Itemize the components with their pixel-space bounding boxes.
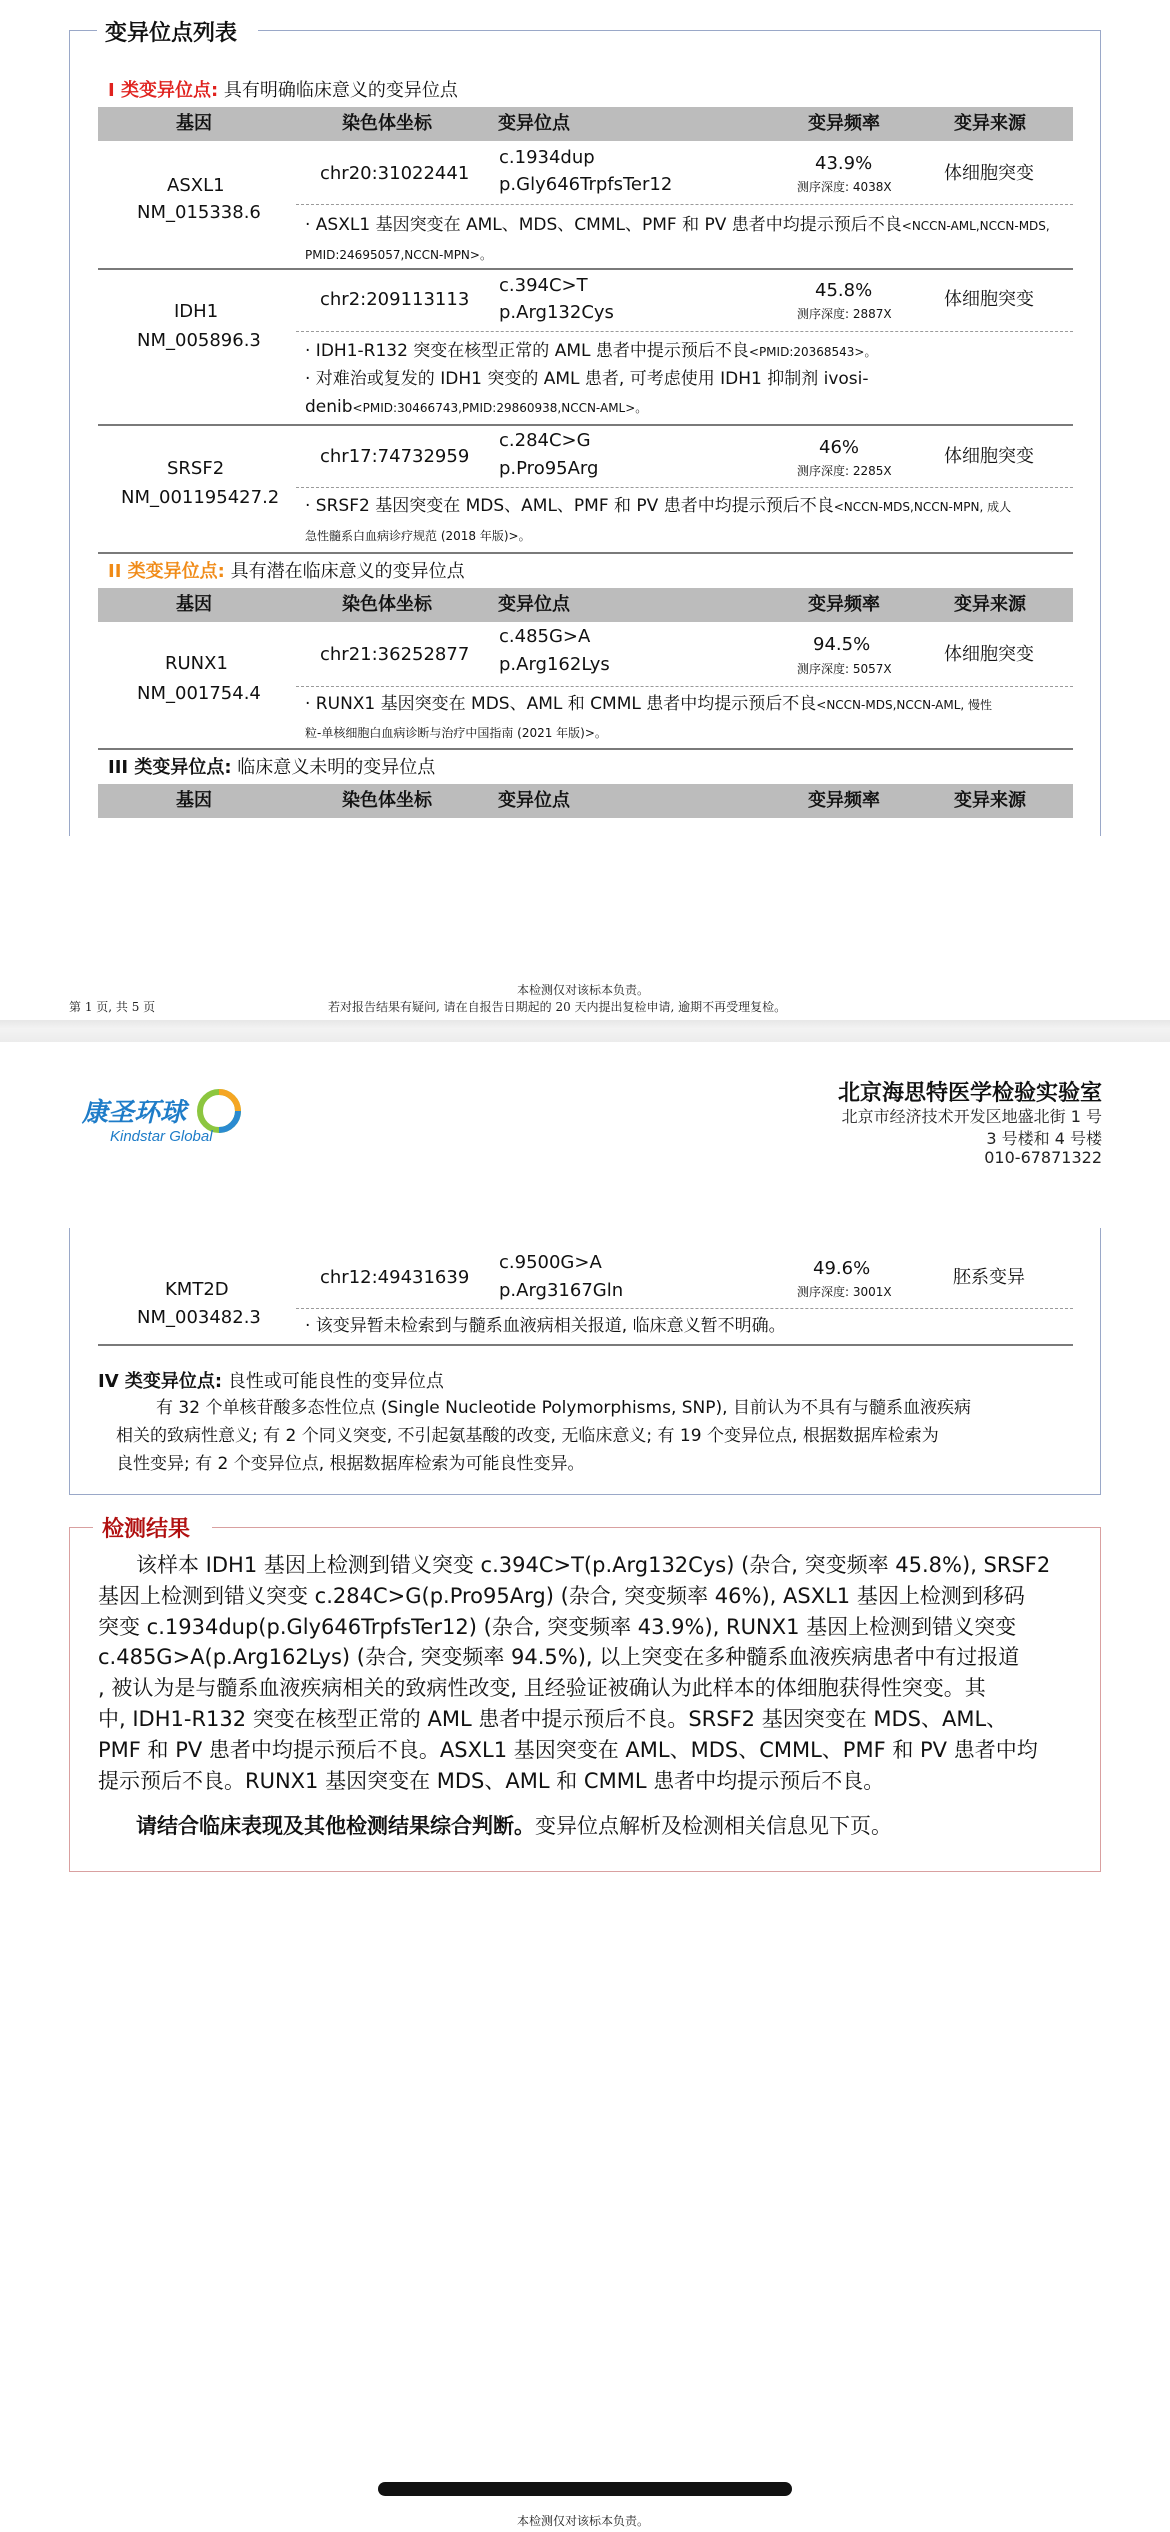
header-chrom: 染色体坐标 — [342, 790, 432, 811]
result-line: 中, IDH1-R132 突变在核型正常的 AML 患者中提示预后不良。SRSF2 基因突变在 MDS、AML、 — [98, 1707, 1008, 1731]
note-text: · SRSF2 基因突变在 MDS、AML、PMF 和 PV 患者中均提示预后不良 — [305, 496, 834, 516]
note-text: denib — [305, 397, 353, 417]
variant-source: 体细胞突变 — [944, 644, 1034, 665]
idh1-note-3 — [305, 393, 647, 422]
footer-disclaimer: 本检测仅对该标本负责。 — [517, 983, 650, 997]
header-site: 变异位点 — [498, 790, 570, 811]
footer-recheck: 若对报告结果有疑问, 请在自报告日期起的 20 天内提出复检申请, 逾期不再受理复检。 — [328, 1000, 787, 1014]
header-site: 变异位点 — [498, 113, 570, 134]
result-line: 该样本 IDH1 基因上检测到错义突变 c.394C>T(p.Arg132Cys) (杂合, 突变频率 45.8%), SRSF2 — [136, 1553, 1051, 1577]
table-header — [98, 107, 1073, 141]
lab-address-2: 3 号楼和 4 号楼 — [986, 1129, 1102, 1148]
frame-top-line — [69, 30, 99, 31]
result-conclusion — [136, 1811, 892, 1842]
note-ref: PMID:24695057,NCCN-MPN>。 — [305, 248, 492, 262]
cdna-change: c.284C>G — [499, 430, 591, 451]
seq-depth: 测序深度: 4038X — [797, 180, 892, 194]
transcript: NM_015338.6 — [137, 202, 261, 223]
class4-line-1: 有 32 个单核苷酸多态性位点 (Single Nucleotide Polymorphisms, SNP), 目前认为不具有与髓系血液疾病 — [156, 1398, 971, 1418]
class4-line-3: 良性变异; 有 2 个变异位点, 根据数据库检索为可能良性变异。 — [116, 1454, 585, 1474]
logo-cn: 康圣环球 — [82, 1098, 187, 1128]
transcript: NM_001754.4 — [137, 683, 261, 704]
seq-depth: 测序深度: 2285X — [797, 464, 892, 478]
header-gene: 基因 — [176, 594, 212, 615]
variant-freq: 49.6% — [813, 1258, 871, 1279]
transcript: NM_003482.3 — [137, 1307, 261, 1328]
header-chrom: 染色体坐标 — [342, 594, 432, 615]
header-gene: 基因 — [176, 113, 212, 134]
frame-top-line — [258, 30, 1101, 31]
variant-freq: 46% — [819, 437, 860, 458]
header-freq: 变异频率 — [808, 113, 880, 134]
lab-name: 北京海思特医学检验实验室 — [837, 1081, 1102, 1106]
header-source: 变异来源 — [954, 790, 1026, 811]
variant-freq: 45.8% — [815, 280, 873, 301]
transcript: NM_005896.3 — [137, 330, 261, 351]
report-page-1 — [0, 0, 1170, 1020]
class4-label: IV 类变异位点: — [98, 1371, 223, 1392]
protein-change: p.Arg132Cys — [499, 302, 614, 323]
note-text: · IDH1-R132 突变在核型正常的 AML 患者中提示预后不良 — [305, 341, 749, 361]
result-line: , 被认为是与髓系血液疾病相关的致病性改变, 且经验证被确认为此样本的体细胞获得性突变。其 — [98, 1676, 986, 1700]
variant-source: 体细胞突变 — [944, 289, 1034, 310]
header-source: 变异来源 — [954, 113, 1026, 134]
protein-change: p.Gly646TrpfsTer12 — [499, 174, 673, 195]
class4-line-2: 相关的致病性意义; 有 2 个同义突变, 不引起氨基酸的改变, 无临床意义; 有 19 个变异位点, 根据数据库检索为 — [116, 1426, 939, 1446]
report-page-2 — [0, 1042, 1170, 2532]
result-title: 检测结果 — [94, 1512, 198, 1543]
section-title: 变异位点列表 — [97, 16, 245, 47]
page-separator — [0, 1020, 1170, 1042]
lab-address-1: 北京市经济技术开发区地盛北街 1 号 — [841, 1107, 1102, 1126]
protein-change: p.Arg162Lys — [499, 654, 610, 675]
result-line: 提示预后不良。RUNX1 基因突变在 MDS、AML 和 CMML 患者中均提示预后不良。 — [98, 1769, 885, 1793]
note-ref: 粒-单核细胞白血病诊断与治疗中国指南 (2021 年版)>。 — [305, 726, 607, 740]
seq-depth: 测序深度: 2887X — [797, 307, 892, 321]
chrom-coord: chr17:74732959 — [320, 446, 470, 467]
cdna-change: c.9500G>A — [499, 1252, 602, 1273]
header-freq: 变异频率 — [808, 594, 880, 615]
row-divider — [98, 552, 1073, 554]
protein-change: p.Pro95Arg — [499, 458, 599, 479]
cdna-change: c.394C>T — [499, 275, 588, 296]
chrom-coord: chr21:36252877 — [320, 644, 470, 665]
divider — [296, 686, 1073, 687]
class1-desc: 具有明确临床意义的变异位点 — [218, 80, 458, 101]
class1-label: I 类变异位点: — [108, 80, 219, 101]
footer-disclaimer: 本检测仅对该标本负责。 — [517, 2514, 650, 2528]
cdna-change: c.1934dup — [499, 147, 595, 168]
gene-name: ASXL1 — [167, 175, 225, 196]
gene-name: SRSF2 — [167, 458, 225, 479]
class4-heading — [98, 1367, 444, 1393]
row-divider — [98, 424, 1073, 426]
asxl1-note — [305, 211, 1050, 240]
divider — [296, 331, 1073, 332]
header-gene: 基因 — [176, 790, 212, 811]
note-ref: <PMID:20368543>。 — [748, 345, 877, 359]
kmt2d-note: · 该变异暂未检索到与髓系血液病相关报道, 临床意义暂不明确。 — [305, 1316, 786, 1336]
row-divider — [98, 268, 1073, 270]
variant-source: 体细胞突变 — [944, 446, 1034, 467]
row-divider — [98, 1344, 1073, 1346]
home-indicator[interactable] — [378, 2482, 792, 2496]
idh1-note-2: · 对难治或复发的 IDH1 突变的 AML 患者, 可考虑使用 IDH1 抑制剂 ivosi- — [305, 369, 869, 389]
result-line: 基因上检测到错义突变 c.284C>G(p.Pro95Arg) (杂合, 突变频率 46%), ASXL1 基因上检测到移码 — [98, 1584, 1025, 1608]
cdna-change: c.485G>A — [499, 626, 591, 647]
protein-change: p.Arg3167Gln — [499, 1280, 624, 1301]
conclusion-bold: 请结合临床表现及其他检测结果综合判断。 — [136, 1814, 535, 1838]
result-line: PMF 和 PV 患者中均提示预后不良。ASXL1 基因突变在 AML、MDS、CMML、PMF 和 PV 患者中均 — [98, 1738, 1038, 1762]
gene-name: RUNX1 — [165, 653, 228, 674]
header-source: 变异来源 — [954, 594, 1026, 615]
header-chrom: 染色体坐标 — [342, 113, 432, 134]
transcript: NM_001195427.2 — [121, 487, 280, 508]
row-divider — [98, 748, 1073, 750]
variant-freq: 94.5% — [813, 634, 871, 655]
class4-desc: 良性或可能良性的变异位点 — [222, 1371, 444, 1392]
gene-name: IDH1 — [174, 301, 219, 322]
variant-source: 胚系变异 — [953, 1267, 1025, 1288]
note-text: · RUNX1 基因突变在 MDS、AML 和 CMML 患者中均提示预后不良 — [305, 694, 817, 714]
note-text: · ASXL1 基因突变在 AML、MDS、CMML、PMF 和 PV 患者中均提示预后不良 — [305, 215, 902, 235]
divider — [296, 487, 1073, 488]
note-ref: <PMID:30466743,PMID:29860938,NCCN-AML>。 — [352, 401, 648, 415]
seq-depth: 测序深度: 3001X — [797, 1285, 892, 1299]
gene-name: KMT2D — [165, 1279, 229, 1300]
class2-desc: 具有潜在临床意义的变异位点 — [224, 561, 465, 582]
table-header — [98, 784, 1073, 818]
class3-desc: 临床意义未明的变异位点 — [231, 757, 436, 778]
result-line: c.485G>A(p.Arg162Lys) (杂合, 突变频率 94.5%), 以上突变在多种髓系血液疾病患者中有过报道 — [98, 1645, 1020, 1669]
frame-top-line — [69, 1527, 93, 1528]
note-ref: 急性髓系白血病诊疗规范 (2018 年版)>。 — [305, 529, 531, 543]
variant-freq: 43.9% — [815, 153, 873, 174]
company-logo — [82, 1084, 252, 1154]
runx1-note — [305, 690, 992, 719]
result-line: 突变 c.1934dup(p.Gly646TrpfsTer12) (杂合, 突变频率 43.9%), RUNX1 基因上检测到错义突变 — [98, 1615, 1017, 1639]
class1-heading — [108, 76, 458, 102]
conclusion-rest: 变异位点解析及检测相关信息见下页。 — [535, 1814, 892, 1838]
lab-phone: 010-67871322 — [984, 1148, 1102, 1167]
header-freq: 变异频率 — [808, 790, 880, 811]
table-header — [98, 588, 1073, 622]
note-ref: <NCCN-MDS,NCCN-AML, 慢性 — [816, 698, 993, 712]
note-ref: <NCCN-MDS,NCCN-MPN, 成人 — [833, 500, 1012, 514]
chrom-coord: chr2:209113113 — [320, 289, 470, 310]
runx1-note-cont — [305, 718, 607, 747]
page-number: 第 1 页, 共 5 页 — [69, 1000, 156, 1014]
variant-source: 体细胞突变 — [944, 163, 1034, 184]
srsf2-note-cont — [305, 521, 531, 550]
chrom-coord: chr12:49431639 — [320, 1267, 470, 1288]
seq-depth: 测序深度: 5057X — [797, 662, 892, 676]
logo-en: Kindstar Global — [110, 1128, 213, 1145]
asxl1-note-cont — [305, 240, 492, 269]
chrom-coord: chr20:31022441 — [320, 163, 470, 184]
header-site: 变异位点 — [498, 594, 570, 615]
class3-label: III 类变异位点: — [108, 757, 232, 778]
idh1-note-1 — [305, 337, 877, 366]
note-ref: <NCCN-AML,NCCN-MDS, — [901, 219, 1050, 233]
srsf2-note — [305, 492, 1011, 521]
frame-top-line — [212, 1527, 1100, 1528]
class2-label: II 类变异位点: — [108, 561, 225, 582]
class3-heading — [108, 753, 435, 779]
divider — [296, 1308, 1073, 1309]
divider — [296, 204, 1073, 205]
class2-heading — [108, 557, 465, 583]
